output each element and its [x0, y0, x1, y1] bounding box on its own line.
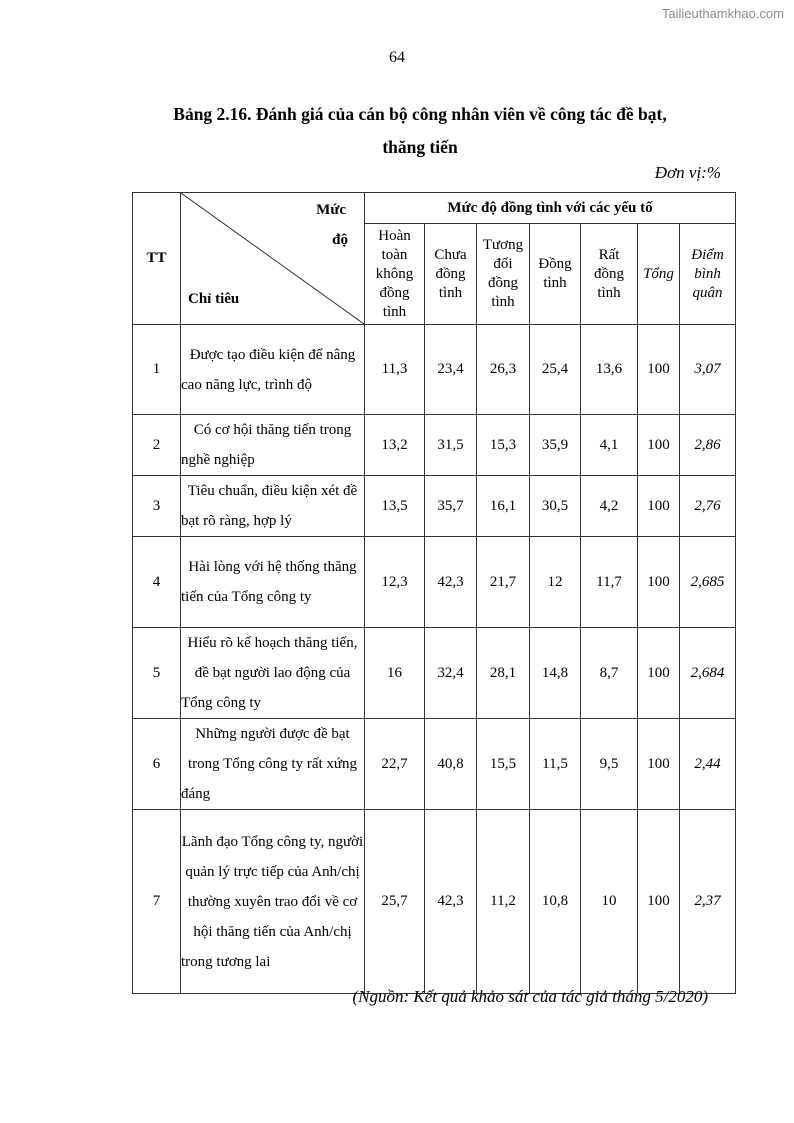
value-cell: 31,5: [425, 415, 477, 476]
table-row: [133, 415, 736, 476]
title-line-1: Bảng 2.16. Đánh giá của cán bộ công nhân viên về công tác đề bạt,: [173, 104, 667, 124]
column-header-text: [365, 227, 424, 322]
criterion-cell: Có cơ hội thăng tiến trong nghề nghiệp: [181, 415, 365, 476]
column-header-line: Tương: [482, 237, 524, 253]
value-cell: 22,7: [365, 719, 425, 810]
criterion-cell: Những người được đề bạt trong Tổng công ty rất xứng đáng: [181, 719, 365, 810]
row-number: 5: [133, 628, 181, 719]
value-cell: 100: [638, 537, 680, 628]
source-note: (Nguồn: Kết quả khảo sát của tác giả tháng 5/2020): [352, 987, 708, 1006]
table-row: [133, 719, 736, 810]
column-header: [581, 224, 638, 325]
title-line-2: thăng tiến: [382, 137, 458, 157]
diag-label-muc: Mức: [316, 202, 346, 218]
column-header: [680, 224, 736, 325]
column-header-text: [425, 246, 476, 303]
average-score-cell: 2,37: [680, 810, 736, 994]
row-number: 2: [133, 415, 181, 476]
tt-header: TT: [133, 193, 181, 325]
value-cell: 26,3: [477, 325, 530, 415]
value-cell: 100: [638, 325, 680, 415]
table-title: [100, 98, 740, 164]
diagonal-header-cell: [181, 193, 365, 325]
value-cell: 40,8: [425, 719, 477, 810]
column-header: [638, 224, 680, 325]
table-row: [133, 537, 736, 628]
column-header-line: Điểm: [691, 246, 724, 263]
column-header-line: tình: [597, 284, 621, 301]
column-header-line: đồng: [488, 275, 518, 291]
watermark: Tailieuthamkhao.com: [661, 6, 784, 21]
column-header: [530, 224, 581, 325]
column-header-line: bình: [694, 265, 721, 282]
value-cell: 11,7: [581, 537, 638, 628]
column-header-line: tình: [491, 294, 515, 310]
column-header-text: [680, 246, 735, 303]
value-cell: 11,3: [365, 325, 425, 415]
column-header-line: Tổng: [643, 265, 674, 282]
column-header-text: [581, 246, 637, 303]
criterion-cell: Lãnh đạo Tổng công ty, người quản lý trực tiếp của Anh/chị thường xuyên trao đổi về cơ hội thăng tiến của Anh/chị trong tương lai: [181, 810, 365, 994]
column-header-line: Rất: [598, 246, 620, 263]
value-cell: 13,2: [365, 415, 425, 476]
average-score-cell: 3,07: [680, 325, 736, 415]
value-cell: 21,7: [477, 537, 530, 628]
criterion-cell: Hài lòng với hệ thống thăng tiến của Tổng công ty: [181, 537, 365, 628]
table-row: [133, 476, 736, 537]
value-cell: 100: [638, 810, 680, 994]
value-cell: 16: [365, 628, 425, 719]
table-row: [133, 810, 736, 994]
survey-table: [132, 192, 736, 994]
value-cell: 10,8: [530, 810, 581, 994]
value-cell: 15,3: [477, 415, 530, 476]
column-header-line: đồng: [594, 265, 624, 282]
average-score-cell: 2,44: [680, 719, 736, 810]
column-header-text: [530, 255, 580, 293]
value-cell: 12,3: [365, 537, 425, 628]
value-cell: 16,1: [477, 476, 530, 537]
value-cell: 13,5: [365, 476, 425, 537]
row-number: 6: [133, 719, 181, 810]
diag-label-chi-tieu: Chỉ tiêu: [188, 291, 240, 307]
value-cell: 42,3: [425, 537, 477, 628]
diag-label-do: độ: [332, 232, 348, 248]
value-cell: 30,5: [530, 476, 581, 537]
value-cell: 15,5: [477, 719, 530, 810]
column-header-line: không: [375, 265, 414, 282]
value-cell: 100: [638, 415, 680, 476]
value-cell: 4,1: [581, 415, 638, 476]
value-cell: 12: [530, 537, 581, 628]
value-cell: 4,2: [581, 476, 638, 537]
value-cell: 35,7: [425, 476, 477, 537]
column-header-line: tình: [543, 275, 567, 291]
column-header-text: [638, 265, 679, 284]
group-header: Mức độ đồng tình với các yếu tố: [365, 193, 736, 224]
average-score-cell: 2,684: [680, 628, 736, 719]
column-header-line: đối: [493, 256, 513, 272]
column-header-line: tình: [382, 303, 407, 320]
value-cell: 100: [638, 476, 680, 537]
value-cell: 28,1: [477, 628, 530, 719]
page-number: 64: [389, 49, 405, 66]
value-cell: 8,7: [581, 628, 638, 719]
value-cell: 11,5: [530, 719, 581, 810]
column-header-line: đồng: [435, 265, 466, 282]
average-score-cell: 2,76: [680, 476, 736, 537]
value-cell: 25,7: [365, 810, 425, 994]
criterion-cell: Hiểu rõ kế hoạch thăng tiến, đề bạt người lao động của Tổng công ty: [181, 628, 365, 719]
column-header-line: Chưa: [434, 246, 467, 263]
average-score-cell: 2,685: [680, 537, 736, 628]
value-cell: 100: [638, 628, 680, 719]
table-row: [133, 628, 736, 719]
column-header: [365, 224, 425, 325]
column-header-line: toàn: [381, 246, 408, 263]
column-header-line: Hoàn: [378, 227, 411, 244]
value-cell: 42,3: [425, 810, 477, 994]
value-cell: 14,8: [530, 628, 581, 719]
column-header-line: Đồng: [538, 256, 572, 272]
value-cell: 100: [638, 719, 680, 810]
row-number: 4: [133, 537, 181, 628]
average-score-cell: 2,86: [680, 415, 736, 476]
value-cell: 25,4: [530, 325, 581, 415]
row-number: 1: [133, 325, 181, 415]
row-number: 7: [133, 810, 181, 994]
column-header-line: đồng: [379, 284, 410, 301]
value-cell: 23,4: [425, 325, 477, 415]
table-row: [133, 325, 736, 415]
column-header: [425, 224, 477, 325]
column-header: [477, 224, 530, 325]
value-cell: 13,6: [581, 325, 638, 415]
criterion-cell: Tiêu chuẩn, điều kiện xét đề bạt rõ ràng, hợp lý: [181, 476, 365, 537]
unit-label: Đơn vị:%: [654, 163, 721, 182]
row-number: 3: [133, 476, 181, 537]
column-header-line: quân: [692, 284, 723, 301]
column-header-line: tình: [438, 284, 463, 301]
value-cell: 32,4: [425, 628, 477, 719]
value-cell: 11,2: [477, 810, 530, 994]
criterion-cell: Được tạo điều kiện để nâng cao năng lực, trình độ: [181, 325, 365, 415]
value-cell: 10: [581, 810, 638, 994]
value-cell: 9,5: [581, 719, 638, 810]
column-header-text: [477, 236, 529, 312]
value-cell: 35,9: [530, 415, 581, 476]
